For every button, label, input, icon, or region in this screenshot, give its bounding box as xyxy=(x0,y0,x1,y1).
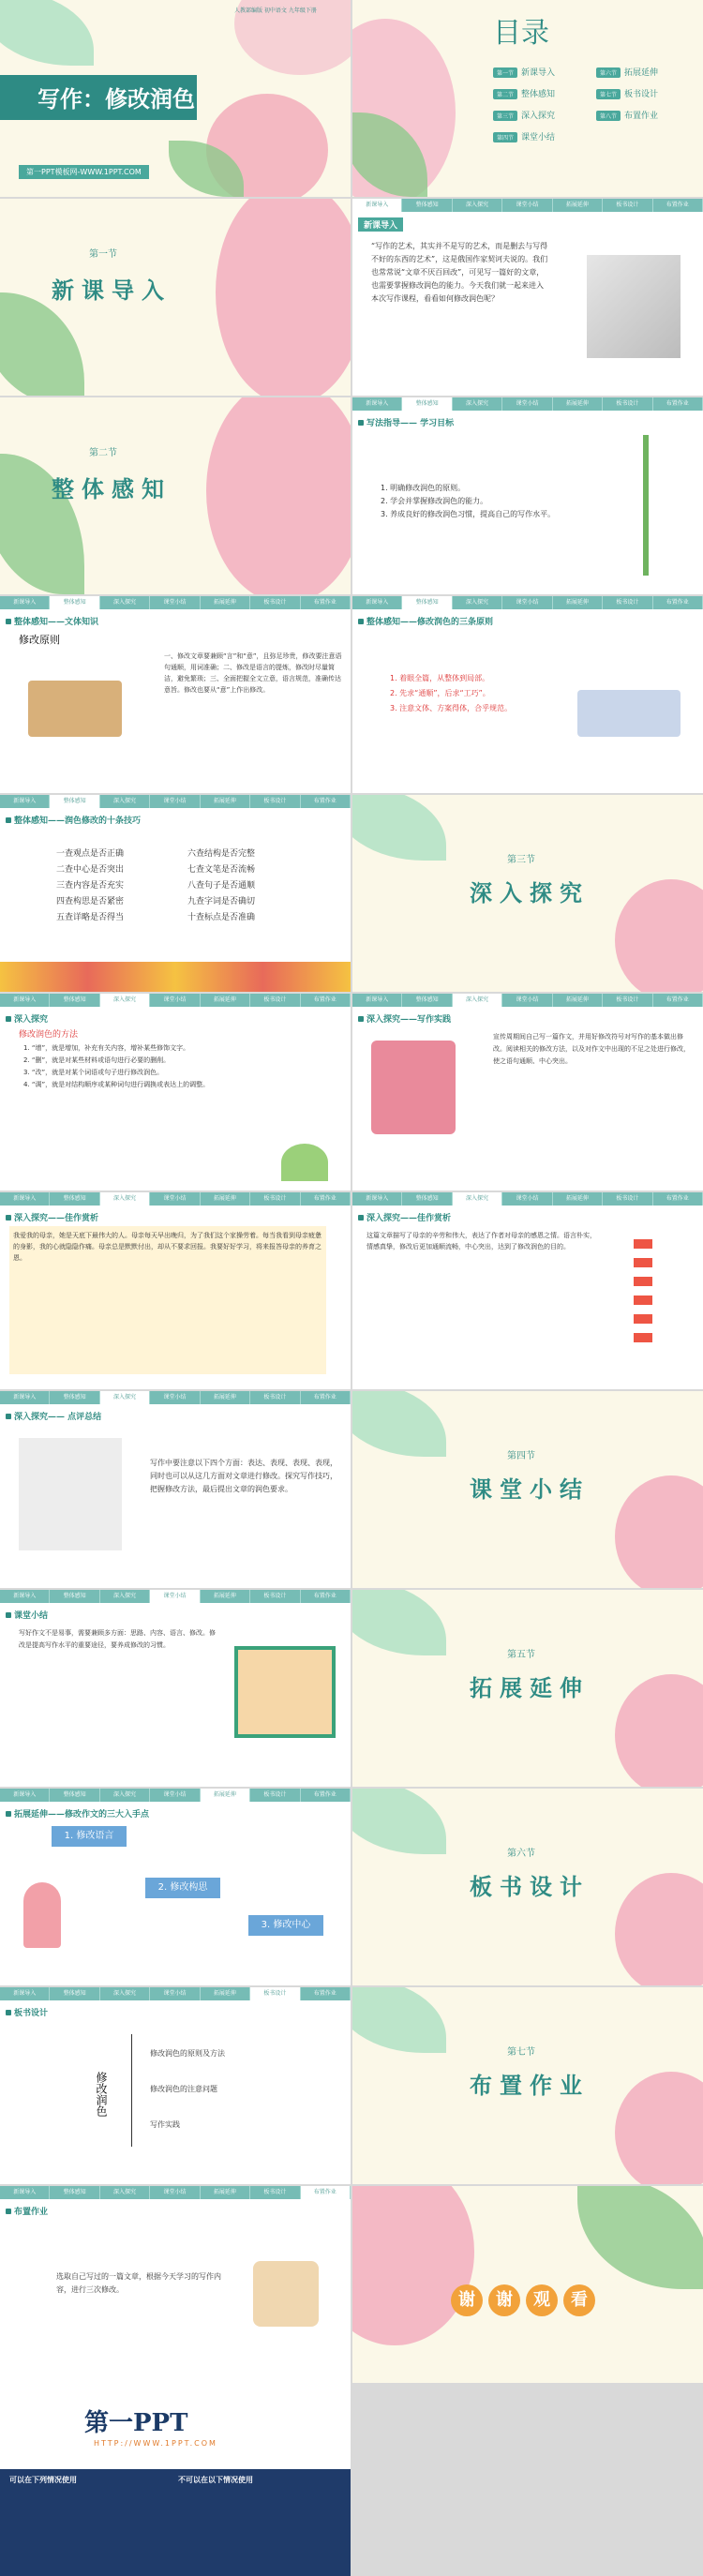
section-title: 课堂小结 xyxy=(470,1475,590,1503)
list-item: 九查字词是否确切 xyxy=(187,897,256,906)
child-image xyxy=(23,1882,61,1948)
nav-tab[interactable]: 拓展延伸 xyxy=(553,1192,603,1206)
nav-tab[interactable]: 拓展延伸 xyxy=(201,1192,250,1206)
nav-tab[interactable]: 新课导入 xyxy=(352,1192,402,1206)
nav-tab[interactable]: 拓展延伸 xyxy=(201,994,250,1007)
nav-tab[interactable]: 课堂小结 xyxy=(150,795,200,808)
toc-item[interactable] xyxy=(493,130,596,142)
nav-bar xyxy=(0,596,351,609)
nav-tab[interactable]: 板书设计 xyxy=(250,1391,300,1404)
slide-section-1 xyxy=(0,199,351,396)
slide-homework xyxy=(0,2186,351,2383)
slide-heading: 板书设计 xyxy=(6,2006,48,2018)
nav-tab[interactable]: 板书设计 xyxy=(250,2186,300,2199)
nav-tab[interactable]: 拓展延伸 xyxy=(553,199,603,212)
list-item: 四查构思是否紧密 xyxy=(56,897,125,906)
book-image xyxy=(28,681,122,737)
principle-sub: 修改原则 xyxy=(19,634,60,646)
footer-logo: 第一PPT xyxy=(84,2409,188,2437)
section-number: 第二节 xyxy=(89,448,117,458)
toc-item-label: 拓展延伸 xyxy=(624,68,659,78)
toc-item-number: 第三节 xyxy=(493,111,517,121)
slide-heading: 深入探究—— 点评总结 xyxy=(6,1410,101,1422)
method-list xyxy=(23,1042,323,1091)
nav-tab[interactable]: 深入探究 xyxy=(100,1987,150,2000)
thanks-char: 谢 xyxy=(488,2284,520,2316)
list-item: 二查中心是否突出 xyxy=(56,865,125,875)
slide-section-7 xyxy=(352,1987,703,2184)
nav-tab[interactable]: 整体感知 xyxy=(402,199,452,212)
footer-url: HTTP://WWW.1PPT.COM xyxy=(94,2439,217,2448)
nav-bar xyxy=(0,2186,351,2199)
nav-tab[interactable]: 板书设计 xyxy=(603,596,652,609)
nav-tab[interactable]: 新课导入 xyxy=(0,1590,50,1603)
nav-tab[interactable]: 整体感知 xyxy=(402,1192,452,1206)
nav-tab[interactable]: 整体感知 xyxy=(50,1987,99,2000)
nav-tab[interactable]: 深入探究 xyxy=(100,795,150,808)
nav-tab[interactable]: 布置作业 xyxy=(301,1391,351,1404)
nav-tab[interactable]: 板书设计 xyxy=(250,1192,300,1206)
toc-item-label: 深入探究 xyxy=(521,112,556,121)
section-number: 第四节 xyxy=(507,1451,535,1461)
lighthouse-image xyxy=(634,1239,652,1352)
section-title: 新课导入 xyxy=(52,277,172,304)
nav-tab[interactable]: 新课导入 xyxy=(0,596,50,609)
nav-bar xyxy=(0,994,351,1007)
slide-heading: 写法指导—— 学习目标 xyxy=(358,416,454,428)
nav-tab[interactable]: 新课导入 xyxy=(0,2186,50,2199)
three-list xyxy=(390,671,577,716)
nav-tab[interactable]: 布置作业 xyxy=(653,994,703,1007)
toc-item-label: 课堂小结 xyxy=(521,133,556,142)
goals-list xyxy=(381,482,606,521)
list-item: 八查句子是否通顺 xyxy=(187,881,256,891)
cover-tag: 人教部编版 初中语文 九年级下册 xyxy=(234,7,317,14)
nav-tab[interactable]: 整体感知 xyxy=(50,2186,99,2199)
footer-cannot: 不可以在以下情况使用 xyxy=(178,2476,253,2484)
nav-tab[interactable]: 新课导入 xyxy=(0,1987,50,2000)
nav-tab[interactable]: 深入探究 xyxy=(100,2186,150,2199)
toc-item-number: 第二节 xyxy=(493,89,517,99)
toc-item-number: 第七节 xyxy=(596,89,621,99)
appreciate2-text: 这篇文章描写了母亲的辛劳和伟大，表达了作者对母亲的感恩之情。语言朴实，情感真挚，修改后更加通顺流畅，中心突出，达到了修改润色的目的。 xyxy=(366,1232,596,1251)
nav-tab[interactable]: 布置作业 xyxy=(301,795,351,808)
section-title: 整体感知 xyxy=(52,475,172,502)
slide-thanks xyxy=(352,2186,703,2383)
list-item: 五查详略是否得当 xyxy=(56,913,125,922)
slide-summary xyxy=(0,1590,351,1787)
nav-tab[interactable]: 深入探究 xyxy=(100,994,150,1007)
slide-board xyxy=(0,1987,351,2184)
nav-tab[interactable]: 课堂小结 xyxy=(150,1987,200,2000)
nav-tab[interactable]: 布置作业 xyxy=(653,1192,703,1206)
nav-tab[interactable]: 深入探究 xyxy=(453,199,502,212)
nav-tab[interactable]: 板书设计 xyxy=(603,397,652,411)
window-image xyxy=(234,1646,336,1738)
thanks-char: 看 xyxy=(563,2284,595,2316)
toc-item-label: 板书设计 xyxy=(624,90,659,99)
flower-strip xyxy=(0,962,351,992)
toc-list xyxy=(493,66,699,142)
list-item: 3. 注意文体、方案得体，合乎规范。 xyxy=(390,704,513,712)
nav-bar xyxy=(0,1789,351,1802)
slide-three-principles xyxy=(352,596,703,793)
slide-heading: 深入探究——佳作赏析 xyxy=(358,1211,451,1223)
nav-tab[interactable]: 新课导入 xyxy=(352,397,402,411)
nav-tab[interactable]: 整体感知 xyxy=(50,994,99,1007)
principle-text: 一、修改文章要兼顾“言”和“意”，且弥足珍贵，修改要注意语句通顺，用词准确；二、修改是语言的提炼，修改时尽量简洁，避免繁琐；三、全面把握全文立意，语言规范，准确传达意旨。修改也要从“意”上作出修改。 xyxy=(164,652,342,694)
toc-item-label: 整体感知 xyxy=(521,90,556,99)
toc-item[interactable] xyxy=(493,87,596,99)
toc-item-label: 新课导入 xyxy=(521,68,556,78)
nav-tab[interactable]: 课堂小结 xyxy=(150,1192,200,1206)
slide-ten-skills xyxy=(0,795,351,992)
nav-tab[interactable]: 拓展延伸 xyxy=(201,1590,250,1603)
nav-tab[interactable]: 课堂小结 xyxy=(150,1789,200,1802)
nav-tab[interactable]: 板书设计 xyxy=(250,994,300,1007)
section-title: 深入探究 xyxy=(470,879,590,906)
slide-section-5 xyxy=(352,1590,703,1787)
intro-text: “写作的艺术，其实并不是写的艺术，而是删去与写得不好的东西的艺术”，这是俄国作家契诃夫说的。我们也常常说“文章不厌百回改”，可见写一篇好的文章，也需要掌握修改润色的能力。今天我们就一起来进入本次写作课程，看看如何修改润色呢？ xyxy=(371,242,548,303)
nav-tab[interactable]: 拓展延伸 xyxy=(201,1789,250,1802)
nav-tab[interactable]: 布置作业 xyxy=(653,596,703,609)
toc-item-label: 布置作业 xyxy=(624,112,659,121)
nav-tab[interactable]: 课堂小结 xyxy=(150,994,200,1007)
slide-appreciate-2 xyxy=(352,1192,703,1389)
summary-text: 写好作文不是易事，需要兼顾多方面：思路、内容、语言、修改。修改是提高写作水平的重要途径，要养成修改的习惯。 xyxy=(19,1629,216,1649)
stairs-image xyxy=(587,255,681,358)
section-title: 板书设计 xyxy=(470,1873,590,1900)
slide-section-3 xyxy=(352,795,703,992)
nav-tab[interactable]: 新课导入 xyxy=(0,994,50,1007)
list-item: 修改润色的原则及方法 xyxy=(150,2049,225,2058)
nav-tab[interactable]: 课堂小结 xyxy=(150,596,200,609)
slide-toc xyxy=(352,0,703,197)
nav-tab[interactable]: 整体感知 xyxy=(50,795,99,808)
nav-tab[interactable]: 拓展延伸 xyxy=(553,596,603,609)
method-sub: 修改润色的方法 xyxy=(19,1030,79,1040)
grass-image xyxy=(281,1144,328,1181)
toc-item-number: 第四节 xyxy=(493,132,517,142)
nav-tab[interactable]: 整体感知 xyxy=(402,596,452,609)
nav-tab[interactable]: 新课导入 xyxy=(0,795,50,808)
nav-tab[interactable]: 整体感知 xyxy=(50,1391,99,1404)
slide-intro xyxy=(352,199,703,396)
nav-tab[interactable]: 课堂小结 xyxy=(150,1590,200,1603)
list-item: 2. 先求“通顺”，后求“工巧”。 xyxy=(390,689,490,697)
slide-heading: 深入探究——写作实践 xyxy=(358,1012,451,1025)
review-text: 写作中要注意以下四个方面：表达、表现、表现、表现，同时也可以从这几方面对文章进行修改。探究写作技巧，把握修改方法，最后提出文章的润色要求。 xyxy=(150,1459,337,1493)
toc-item-number: 第一节 xyxy=(493,67,517,78)
step-1: 1. 修改语言 xyxy=(52,1826,127,1847)
nav-tab[interactable]: 课堂小结 xyxy=(502,199,552,212)
toc-item[interactable] xyxy=(493,66,596,78)
slide-method xyxy=(0,994,351,1191)
nav-tab[interactable]: 深入探究 xyxy=(100,1391,150,1404)
nav-bar xyxy=(352,1192,703,1206)
toc-item-number: 第六节 xyxy=(596,67,621,78)
nav-tab[interactable]: 深入探究 xyxy=(100,1192,150,1206)
slide-heading: 拓展延伸——修改作文的三大入手点 xyxy=(6,1807,149,1820)
nav-tab[interactable]: 课堂小结 xyxy=(150,1391,200,1404)
nav-tab[interactable]: 深入探究 xyxy=(453,596,502,609)
footer-panel xyxy=(0,2469,351,2576)
nav-bar xyxy=(0,795,351,808)
list-item: 七查文笔是否流畅 xyxy=(187,865,256,875)
nav-tab[interactable]: 课堂小结 xyxy=(502,994,552,1007)
nav-bar xyxy=(352,596,703,609)
footer-can: 可以在下列情况使用 xyxy=(9,2476,77,2484)
nav-bar xyxy=(0,1192,351,1206)
thanks-char: 观 xyxy=(526,2284,558,2316)
nav-tab[interactable]: 整体感知 xyxy=(50,596,99,609)
nav-tab[interactable]: 整体感知 xyxy=(50,1590,99,1603)
nav-bar xyxy=(352,397,703,411)
board-vertical: 修改润色 xyxy=(95,2072,108,2117)
step-2: 2. 修改构思 xyxy=(145,1878,220,1898)
nav-tab[interactable]: 板书设计 xyxy=(603,199,652,212)
board-brace xyxy=(131,2034,136,2147)
homework-text: 选取自己写过的一篇文章，根据今天学习的写作内容，进行三次修改。 xyxy=(56,2272,221,2294)
section-number: 第三节 xyxy=(507,855,535,865)
section-title: 拓展延伸 xyxy=(470,1674,590,1701)
nav-tab[interactable]: 整体感知 xyxy=(402,994,452,1007)
nav-tab[interactable]: 布置作业 xyxy=(301,1987,351,2000)
nav-tab[interactable]: 拓展延伸 xyxy=(553,994,603,1007)
nav-tab[interactable]: 新课导入 xyxy=(352,596,402,609)
nav-tab[interactable]: 新课导入 xyxy=(0,1789,50,1802)
section-number: 第七节 xyxy=(507,2047,535,2058)
cover-site: 第一PPT模板网-WWW.1PPT.COM xyxy=(19,165,149,179)
nav-tab[interactable]: 板书设计 xyxy=(250,1789,300,1802)
nav-tab[interactable]: 新课导入 xyxy=(0,1391,50,1404)
nav-tab[interactable]: 深入探究 xyxy=(453,397,502,411)
list-item: 2. 学会并掌握修改润色的能力。 xyxy=(381,497,488,505)
list-item: 1. 着眼全篇，从整体到局部。 xyxy=(390,674,490,682)
slide-review xyxy=(0,1391,351,1588)
nav-tab[interactable]: 布置作业 xyxy=(301,1192,351,1206)
list-item: 六查结构是否完整 xyxy=(187,849,256,859)
books-image xyxy=(577,690,681,737)
slide-heading: 深入探究——佳作赏析 xyxy=(6,1211,98,1223)
nav-bar xyxy=(0,1590,351,1603)
ten-right xyxy=(187,846,255,926)
nav-tab[interactable]: 深入探究 xyxy=(453,1192,502,1206)
nav-tab[interactable]: 整体感知 xyxy=(50,1789,99,1802)
nav-tab[interactable]: 课堂小结 xyxy=(150,2186,200,2199)
nav-bar xyxy=(0,1987,351,2000)
section-number: 第一节 xyxy=(89,249,117,260)
slide-cover xyxy=(0,0,351,197)
nav-tab[interactable]: 布置作业 xyxy=(301,1789,351,1802)
nav-tab[interactable]: 板书设计 xyxy=(603,994,652,1007)
nav-tab[interactable]: 拓展延伸 xyxy=(201,2186,250,2199)
board-list xyxy=(150,2036,225,2143)
nav-tab[interactable]: 板书设计 xyxy=(250,795,300,808)
practice-text: 宣传周期间自己写一篇作文，并用好修改符号对写作的基本做出修改。阅读相关的修改方法，以及对作文中出现的不足之处进行修改，使之语句通顺、中心突出。 xyxy=(493,1033,690,1065)
list-item: 4. “调”，就是对结构顺序或某种词句进行调换或表达上的调整。 xyxy=(23,1081,210,1088)
section-number: 第六节 xyxy=(507,1849,535,1859)
list-item: 三查内容是否充实 xyxy=(56,881,125,891)
nav-tab[interactable]: 整体感知 xyxy=(50,1192,99,1206)
slide-heading: 整体感知——润色修改的十条技巧 xyxy=(6,814,141,826)
nav-tab[interactable]: 拓展延伸 xyxy=(201,795,250,808)
nav-tab[interactable]: 新课导入 xyxy=(352,994,402,1007)
section-title: 布置作业 xyxy=(470,2072,590,2099)
nav-tab[interactable]: 课堂小结 xyxy=(502,1192,552,1206)
plant-stem xyxy=(643,435,649,576)
list-item: 3. 养成良好的修改润色习惯，提高自己的写作水平。 xyxy=(381,510,556,518)
slide-goals xyxy=(352,397,703,594)
nav-tab[interactable]: 新课导入 xyxy=(0,1192,50,1206)
toc-item[interactable] xyxy=(596,109,699,121)
student-image xyxy=(253,2261,319,2327)
nav-tab[interactable]: 拓展延伸 xyxy=(201,1987,250,2000)
nav-tab[interactable]: 布置作业 xyxy=(301,596,351,609)
nav-tab[interactable]: 深入探究 xyxy=(100,596,150,609)
nav-tab[interactable]: 整体感知 xyxy=(402,397,452,411)
nav-tab[interactable]: 板书设计 xyxy=(250,1590,300,1603)
nav-tab[interactable]: 板书设计 xyxy=(250,596,300,609)
thanks-row xyxy=(451,2284,595,2316)
list-item: 修改润色的注意问题 xyxy=(150,2085,217,2093)
nav-tab[interactable]: 课堂小结 xyxy=(502,596,552,609)
toc-item-number: 第八节 xyxy=(596,111,621,121)
nav-bar xyxy=(352,199,703,212)
list-item: 3. “改”，就是对某个词语或句子进行修改润色。 xyxy=(23,1069,164,1076)
nav-bar xyxy=(0,1391,351,1404)
toc-item[interactable] xyxy=(596,66,699,78)
list-item: 一查观点是否正确 xyxy=(56,849,125,859)
list-item: 1. “增”，就是增加，补充有关内容，增补某些修饰文字。 xyxy=(23,1044,190,1052)
slide-appreciate-1 xyxy=(0,1192,351,1389)
toc-item[interactable] xyxy=(493,109,596,121)
nav-tab[interactable]: 布置作业 xyxy=(653,199,703,212)
toc-item[interactable] xyxy=(596,87,699,99)
slide-heading: 整体感知——文体知识 xyxy=(6,615,98,627)
slide-heading: 新课导入 xyxy=(358,217,403,232)
slide-heading: 布置作业 xyxy=(6,2205,48,2217)
slide-steps xyxy=(0,1789,351,1985)
nav-tab[interactable]: 布置作业 xyxy=(301,2186,351,2199)
slide-heading: 深入探究 xyxy=(6,1012,48,1025)
appreciate1-text: 我爱我的母亲，她是天底下最伟大的人。母亲每天早出晚归，为了我们这个家操劳着。每当我看到母亲疲惫的身影，我的心就隐隐作痛。母亲总是默默付出，却从不要求回报。我要好好学习，将来报答母亲的养育之恩。 xyxy=(9,1226,326,1374)
slide-section-2 xyxy=(0,397,351,594)
nav-tab[interactable]: 布置作业 xyxy=(301,994,351,1007)
nav-tab[interactable]: 深入探究 xyxy=(100,1590,150,1603)
thanks-char: 谢 xyxy=(451,2284,483,2316)
nav-tab[interactable]: 深入探究 xyxy=(453,994,502,1007)
nav-tab[interactable]: 板书设计 xyxy=(603,1192,652,1206)
toc-title: 目录 xyxy=(493,17,549,50)
section-number: 第五节 xyxy=(507,1650,535,1660)
nav-tab[interactable]: 拓展延伸 xyxy=(553,397,603,411)
slide-practice xyxy=(352,994,703,1191)
ten-left xyxy=(56,846,124,926)
slide-section-4 xyxy=(352,1391,703,1588)
dandelion-image xyxy=(19,1438,122,1550)
nav-bar xyxy=(352,994,703,1007)
nav-tab[interactable]: 板书设计 xyxy=(250,1987,300,2000)
nav-tab[interactable]: 拓展延伸 xyxy=(201,1391,250,1404)
nav-tab[interactable]: 深入探究 xyxy=(100,1789,150,1802)
slide-heading: 整体感知——修改润色的三条原则 xyxy=(358,615,493,627)
slide-section-6 xyxy=(352,1789,703,1985)
list-item: 1. 明确修改润色的原则。 xyxy=(381,484,466,492)
list-item: 2. “删”，就是对某些材料或语句进行必要的删削。 xyxy=(23,1056,171,1064)
nav-tab[interactable]: 布置作业 xyxy=(653,397,703,411)
list-item: 十查标点是否准确 xyxy=(187,913,256,922)
slide-footer xyxy=(0,2375,351,2576)
slide-principle xyxy=(0,596,351,793)
reading-image xyxy=(371,1041,456,1134)
nav-tab[interactable]: 课堂小结 xyxy=(502,397,552,411)
nav-tab[interactable]: 新课导入 xyxy=(352,199,402,212)
list-item: 写作实践 xyxy=(150,2120,180,2129)
nav-tab[interactable]: 拓展延伸 xyxy=(201,596,250,609)
nav-tab[interactable]: 布置作业 xyxy=(301,1590,351,1603)
cover-title: 写作：修改润色 xyxy=(37,86,195,112)
slide-heading: 课堂小结 xyxy=(6,1609,48,1621)
step-3: 3. 修改中心 xyxy=(248,1915,323,1936)
